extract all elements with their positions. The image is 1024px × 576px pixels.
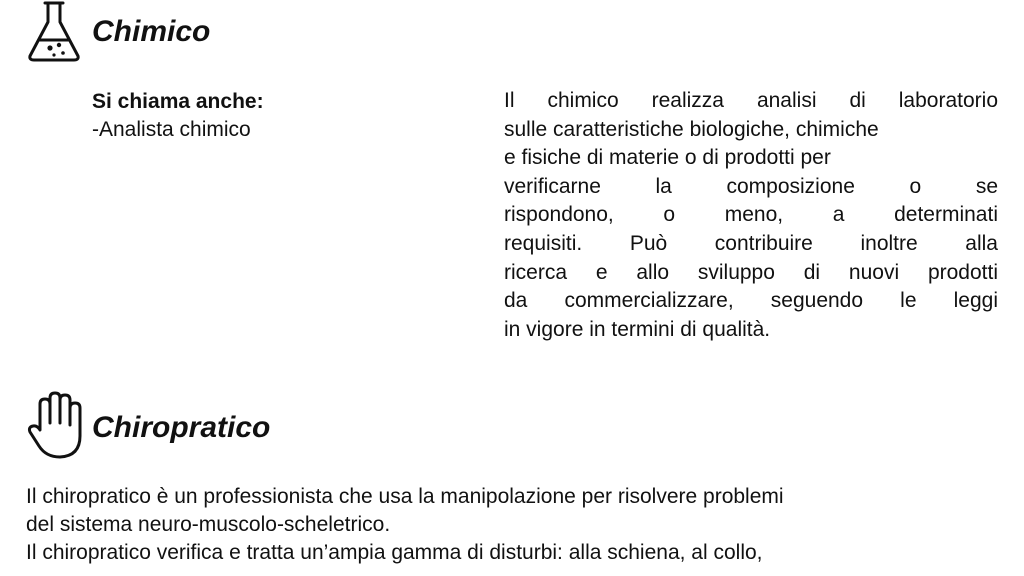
paragraph-line: del sistema neuro-muscolo-scheletrico. bbox=[26, 513, 391, 536]
description-line: rispondono, o meno, a determinati bbox=[504, 203, 998, 227]
description-line: in vigore in termini di qualità. bbox=[504, 317, 771, 341]
chimico-description bbox=[504, 87, 998, 344]
description-line: da commercializzare, seguendo le leggi bbox=[504, 289, 998, 313]
flask-icon bbox=[26, 0, 82, 64]
description-line: sulle caratteristiche biologiche, chimiche bbox=[504, 117, 879, 141]
also-called-item: -Analista chimico bbox=[92, 118, 251, 141]
section-title-chimico: Chimico bbox=[92, 15, 211, 48]
description-line: requisiti. Può contribuire inoltre alla bbox=[504, 231, 998, 255]
chiropratico-paragraph bbox=[26, 483, 1000, 567]
paragraph-line: Il chiropratico è un professionista che usa la manipolazione per risolvere problemi bbox=[26, 485, 784, 508]
description-line: ricerca e allo sviluppo di nuovi prodotti bbox=[504, 260, 998, 284]
also-called-label: Si chiama anche: bbox=[92, 90, 264, 113]
description-line: Il chimico realizza analisi di laboratorio bbox=[504, 89, 998, 112]
section-title-chiropratico: Chiropratico bbox=[92, 411, 271, 444]
paragraph-line: Il chiropratico verifica e tratta un’ampia gamma di disturbi: alla schiena, al collo, bbox=[26, 541, 763, 564]
hand-icon bbox=[26, 390, 88, 460]
description-line: verificarne la composizione o se bbox=[504, 174, 998, 198]
description-line: e fisiche di materie o di prodotti per bbox=[504, 146, 831, 170]
